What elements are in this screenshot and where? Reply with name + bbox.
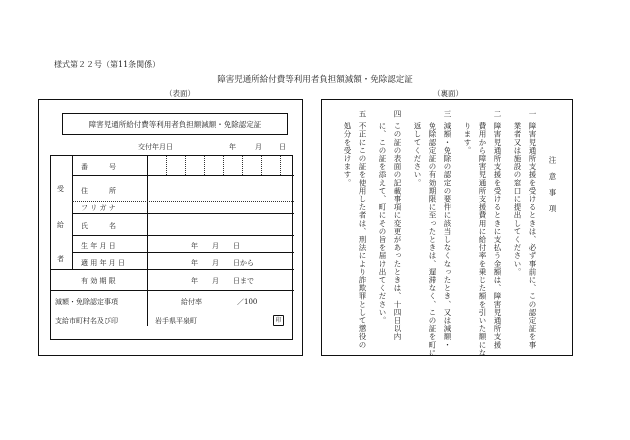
back-notes-box [321,99,573,356]
recipient-label-2: 給 [57,221,64,229]
note-4-line-2: に、この証を添えて、町にその旨を届け出てください。 [378,122,387,325]
notes-title: 注 意 事 項 [548,156,557,213]
note-1-number: 一 [528,110,537,119]
name-label: 氏 名 [81,222,116,230]
note-2-line-1: 障害児通所支援を受けるときに支払う金額は、障害児通所支援 [493,122,502,349]
document-title: 障害児通所給付費等利用者負担額減額・免除認定証 [217,75,413,85]
expiry-label: 有 効 期 限 [81,277,116,285]
note-3-line-2: 免除認定証の有効期限に至ったときは、遅滞なく、この証を町に [428,122,437,357]
recipient-label-1: 受 [57,185,64,193]
back-side-label: （裏面） [433,89,463,98]
note-3-number: 三 [443,110,452,119]
note-2-line-3: ります。 [463,122,472,155]
note-2-line-2: 費用から障害児通所支援費用に給付率を乗じた額を引いた額にな [478,122,487,357]
reduction-item-label: 減額・免除認定事項 [55,298,118,306]
note-5-line-1: 不正にこの証を使用した者は、刑法により詐欺罪として懲役の [358,122,367,349]
benefit-rate-value: ／100 [237,298,258,306]
official-seal-icon: 印 [273,315,284,326]
note-1-line-1: 障害児通所支援を受けるときは、必ず事前に、この認定証を事 [528,122,537,349]
note-3-line-3: 返してください。 [413,122,422,187]
benefit-rate-label: 給付率 [181,298,202,306]
note-1-line-2: 業者又は施設の窓口に提出してください。 [513,122,522,276]
birth-date-value: 年 月 日 [191,242,240,250]
issue-date-label: 交付年月日 [138,143,173,151]
front-side-label: （表面） [165,89,195,98]
start-date-value: 年 月 日から [191,259,254,267]
furigana-label: フ リ ガ ナ [81,204,116,212]
note-4-number: 四 [393,110,402,119]
note-4-line-1: この証の表面の記載事項に変更があったときは、十四日以内 [393,122,402,341]
note-5-number: 五 [358,110,367,119]
note-2-number: 二 [493,110,502,119]
issue-date-month: 月 [255,143,262,151]
card-title: 障害児通所給付費等利用者負担額減額・免除認定証 [62,113,288,135]
birth-date-label: 生 年 月 日 [81,242,116,250]
address-label: 住 所 [81,187,116,195]
issue-date-day: 日 [279,143,286,151]
note-5-line-2: 処分を受けます。 [343,122,352,187]
municipality-label: 支給市町村名及び印 [55,317,118,325]
recipient-table [50,155,293,340]
note-3-line-1: 減額・免除の認定の要件に該当しなくなったとき、又は減額・ [443,122,452,349]
municipality-value: 岩手県平泉町 [155,317,197,325]
number-label: 番 号 [81,163,116,171]
start-date-label: 適 用 年 月 日 [81,259,125,267]
issue-date-year: 年 [229,143,236,151]
expiry-value: 年 月 日まで [191,277,254,285]
recipient-label-3: 者 [57,255,64,263]
form-number: 様式第２２号（第11条関係） [54,60,161,69]
